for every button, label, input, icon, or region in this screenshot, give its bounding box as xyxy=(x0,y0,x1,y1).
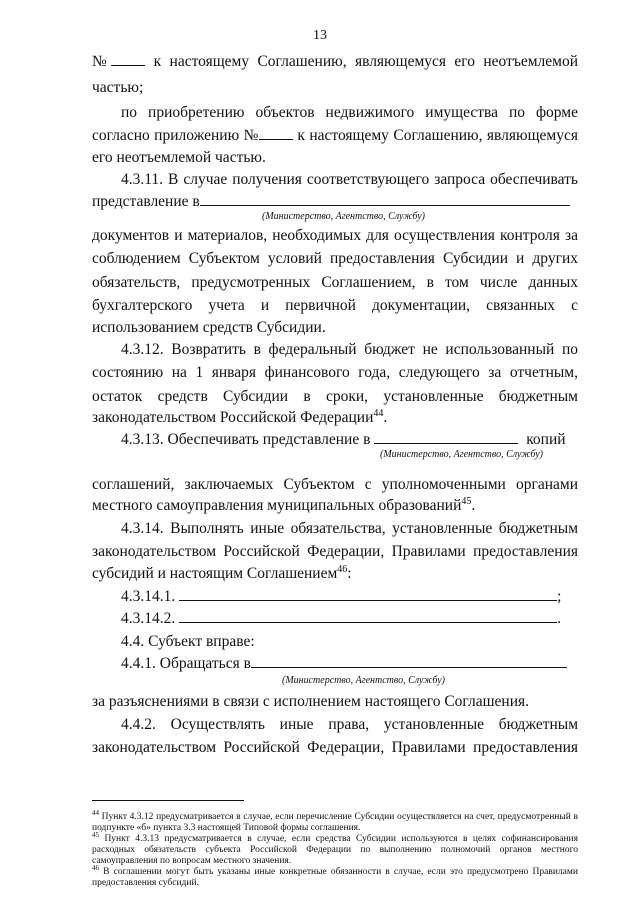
text-fragment: 4.3.14.2. xyxy=(121,610,176,627)
text-line xyxy=(92,496,475,516)
text-line: 4.3.12. Возвратить в федеральный бюджет не использованный по xyxy=(121,341,578,358)
text-fragment: к настоящему Соглашению, являющемуся его неотъемлемой xyxy=(153,53,578,70)
text-fragment: 4.3.14.1. xyxy=(121,588,176,605)
footnote-ref: 45 xyxy=(461,495,472,507)
text-fragment: . xyxy=(383,409,388,426)
text-line: соглашений, заключаемых Субъектом с уполномоченными органами xyxy=(92,476,578,493)
text-fragment: 4.4.1. Обращаться в xyxy=(121,655,251,672)
text-fragment: ; xyxy=(557,588,562,605)
text-fragment: . xyxy=(557,610,561,627)
footnote-ref: 44 xyxy=(373,407,384,419)
footnote-number: 46 xyxy=(92,863,99,872)
text-fragment: к настоящему Соглашению, являющемуся xyxy=(297,127,578,144)
page-number: 13 xyxy=(313,28,327,43)
text-line xyxy=(121,430,566,450)
blank-field xyxy=(251,654,567,668)
text-fragment: : xyxy=(347,565,352,582)
text-line xyxy=(92,564,352,584)
text-line: 4.3.14. Выполнять иные обязательства, установленные бюджетным xyxy=(121,520,578,537)
text-line xyxy=(92,408,387,428)
field-hint: (Министерство, Агентство, Службу) xyxy=(262,211,426,222)
footnote xyxy=(92,830,579,867)
text-line: за разъяснениями в связи с исполнением настоящего Соглашения. xyxy=(92,693,530,710)
text-line: документов и материалов, необходимых для осуществления контроля за xyxy=(92,227,578,244)
text-line xyxy=(92,126,578,146)
blank-field xyxy=(259,126,293,140)
text-line xyxy=(121,587,561,607)
footnote-text: В соглашении могут быть указаны иные конкретные обязанности в случае, если это предусмотрено Правилами предоставления субсидий. xyxy=(92,867,578,888)
text-line: состоянию на 1 января финансового года, следующего за отчетным, xyxy=(92,364,578,381)
text-fragment: копий xyxy=(526,431,566,448)
text-fragment: . xyxy=(471,497,476,514)
footnote xyxy=(92,863,578,889)
blank-field xyxy=(374,430,518,444)
text-fragment: согласно приложению № xyxy=(92,127,259,144)
text-fragment: местного самоуправления муниципальных образований xyxy=(92,497,462,514)
text-line: 4.4. Субъект вправе: xyxy=(121,633,255,650)
text-line xyxy=(92,52,578,72)
text-line xyxy=(121,609,561,629)
text-line xyxy=(92,192,570,212)
text-line: остаток средств Субсидии в сроки, установленные бюджетным xyxy=(92,388,578,405)
text-fragment: законодательством Российской Федерации xyxy=(92,409,374,426)
text-line: использованием средств Субсидии. xyxy=(92,319,326,336)
text-fragment: № xyxy=(92,53,112,70)
text-fragment: субсидий и настоящим Соглашением xyxy=(92,565,338,582)
text-line xyxy=(121,654,567,674)
field-hint: (Министерство, Агентство, Службу) xyxy=(282,675,446,686)
footnote-text: Пункт 4.3.12 предусматривается в случае, если перечисление Субсидии осуществляется на счет, предусмотренный в подпункте «б» пункта 3.3 настоящей Типовой формы соглашения. xyxy=(92,812,579,833)
text-line: по приобретению объектов недвижимого имущества по форме xyxy=(121,104,578,121)
blank-field xyxy=(200,192,570,206)
footnote xyxy=(92,808,579,834)
text-line: соблюдением Субъектом условий предоставления Субсидии и других xyxy=(92,250,578,267)
blank-field xyxy=(111,52,145,66)
text-line: обязательств, предусмотренных Соглашением, в том числе данных xyxy=(92,274,578,291)
text-fragment: представление в xyxy=(92,193,200,210)
text-line: бухгалтерского учета и первичной документации, связанных с xyxy=(92,297,578,314)
footnote-number: 44 xyxy=(92,808,99,817)
blank-field xyxy=(179,587,557,601)
footnote-separator xyxy=(92,800,244,801)
footnote-text: Пункт 4.3.13 предусматривается в случае, если средства Субсидии используются в целях софинансирования расходных обязательств субъекта Российской Федерации по выполнению полномочий органов местного самоуправления по вопросам местного значения. xyxy=(92,834,579,866)
text-fragment: 4.3.13. Обеспечивать представление в xyxy=(121,431,371,448)
text-line: 4.4.2. Осуществлять иные права, установленные бюджетным xyxy=(121,716,578,733)
footnote-number: 45 xyxy=(92,830,99,839)
text-line: его неотъемлемой частью. xyxy=(92,149,266,166)
text-line: законодательством Российской Федерации, Правилами предоставления xyxy=(92,543,578,560)
field-hint: (Министерство, Агентство, Службу) xyxy=(380,449,544,460)
text-line: частью; xyxy=(92,79,144,96)
text-line: 4.3.11. В случае получения соответствующего запроса обеспечивать xyxy=(121,171,578,188)
footnote-ref: 46 xyxy=(337,563,348,575)
blank-field xyxy=(179,609,557,623)
text-line: законодательством Российской Федерации, Правилами предоставления xyxy=(92,739,578,756)
